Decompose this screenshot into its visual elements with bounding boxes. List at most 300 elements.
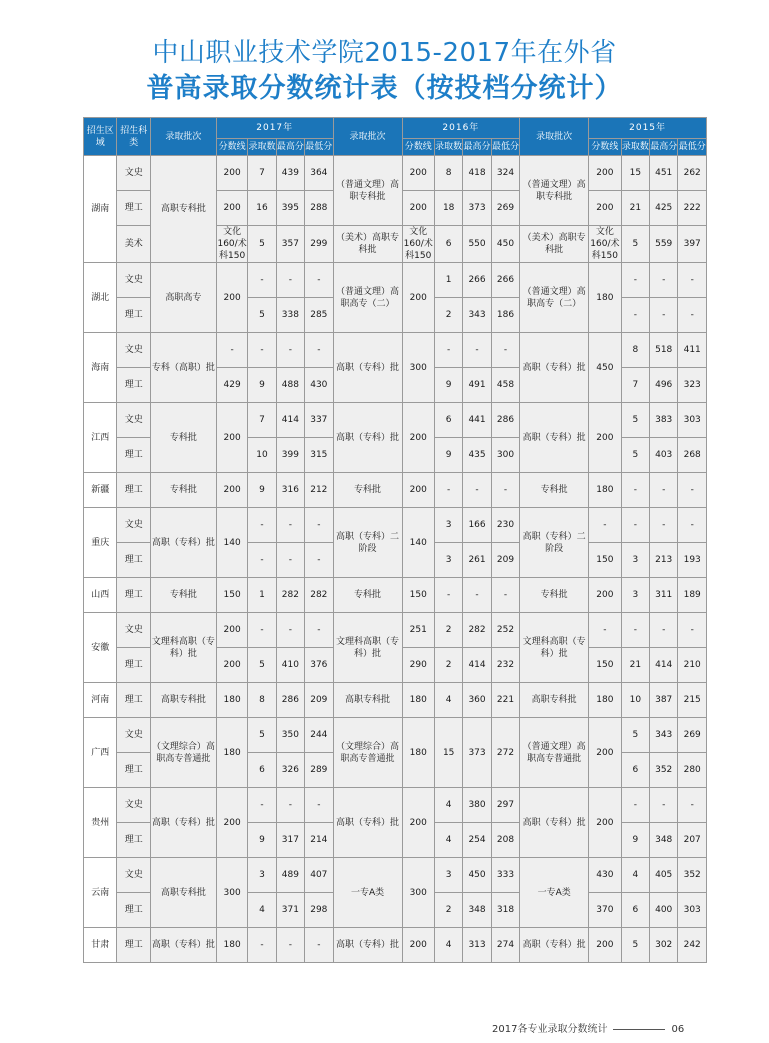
lowest-cell: 303 [678, 893, 707, 928]
admitted-cell: 8 [434, 156, 462, 191]
highest-cell: 380 [463, 788, 491, 823]
admitted-cell: - [621, 613, 649, 648]
highest-cell: 441 [463, 403, 491, 438]
batch-cell: （普通文理）高职专科批 [520, 156, 589, 226]
admitted-cell: - [248, 543, 276, 578]
admitted-cell: 3 [434, 543, 462, 578]
batch-cell: （普通文理）高职专科批 [333, 156, 402, 226]
admitted-cell: - [248, 613, 276, 648]
lowest-cell: - [305, 333, 333, 368]
highest-cell: 395 [276, 191, 304, 226]
header-lowest: 最低分 [491, 139, 519, 156]
batch-cell: 高职（专科）批 [333, 333, 402, 403]
highest-cell: 343 [463, 298, 491, 333]
cutoff-cell: 140 [216, 508, 247, 578]
cutoff-cell: 200 [216, 191, 247, 226]
highest-cell: 373 [463, 718, 491, 788]
lowest-cell: 282 [305, 578, 333, 613]
highest-cell: - [650, 298, 678, 333]
highest-cell: 559 [650, 226, 678, 263]
batch-cell: 高职专科批 [150, 683, 216, 718]
subject-cell: 文史 [117, 156, 150, 191]
admitted-cell: 9 [434, 438, 462, 473]
subject-cell: 理工 [117, 191, 150, 226]
lowest-cell: 298 [305, 893, 333, 928]
header-highest: 最高分 [276, 139, 304, 156]
page-footer [492, 1020, 712, 1035]
highest-cell: 317 [276, 823, 304, 858]
admitted-cell: - [434, 473, 462, 508]
cutoff-cell: 150 [216, 578, 247, 613]
admitted-cell: 15 [434, 718, 462, 788]
admitted-cell: 5 [248, 298, 276, 333]
admitted-cell: 2 [434, 893, 462, 928]
header-region: 招生区域 [84, 118, 117, 156]
admitted-cell: - [248, 788, 276, 823]
batch-cell: （普通文理）高职高专普通批 [520, 718, 589, 788]
table-row [84, 508, 707, 543]
batch-cell: 高职（专科）批 [150, 928, 216, 963]
highest-cell: 313 [463, 928, 491, 963]
subject-cell: 理工 [117, 683, 150, 718]
cutoff-cell: 200 [216, 403, 247, 473]
lowest-cell: - [678, 508, 707, 543]
admitted-cell: 5 [621, 226, 649, 263]
admitted-cell: 15 [621, 156, 649, 191]
admitted-cell: - [434, 578, 462, 613]
admitted-cell: 5 [621, 928, 649, 963]
cutoff-cell: 200 [589, 191, 621, 226]
cutoff-cell: 200 [216, 648, 247, 683]
lowest-cell: 430 [305, 368, 333, 403]
admitted-cell: 5 [621, 438, 649, 473]
footer-divider [613, 1029, 665, 1030]
admitted-cell: 3 [621, 543, 649, 578]
cutoff-cell: 300 [402, 333, 434, 403]
lowest-cell: 299 [305, 226, 333, 263]
highest-cell: 266 [463, 263, 491, 298]
lowest-cell: 280 [678, 753, 707, 788]
lowest-cell: 230 [491, 508, 519, 543]
batch-cell: 专科批 [520, 578, 589, 613]
lowest-cell: - [678, 788, 707, 823]
lowest-cell: 193 [678, 543, 707, 578]
highest-cell: - [463, 578, 491, 613]
cutoff-cell: 251 [402, 613, 434, 648]
lowest-cell: - [305, 508, 333, 543]
admitted-cell: - [434, 333, 462, 368]
batch-cell: 专科（高职）批 [150, 333, 216, 403]
admitted-cell: 4 [434, 823, 462, 858]
subject-cell: 理工 [117, 473, 150, 508]
subject-cell: 理工 [117, 648, 150, 683]
lowest-cell: 364 [305, 156, 333, 191]
province-cell: 新疆 [84, 473, 117, 508]
batch-cell: 高职（专科）批 [520, 928, 589, 963]
province-cell: 广西 [84, 718, 117, 788]
lowest-cell: - [678, 473, 707, 508]
lowest-cell: 407 [305, 858, 333, 893]
lowest-cell: - [305, 788, 333, 823]
admitted-cell: 9 [621, 823, 649, 858]
lowest-cell: 209 [305, 683, 333, 718]
lowest-cell: - [305, 613, 333, 648]
lowest-cell: 212 [305, 473, 333, 508]
province-cell: 河南 [84, 683, 117, 718]
page-subtitle: 普高录取分数统计表（按投档分统计） [146, 73, 623, 104]
cutoff-cell: 200 [589, 928, 621, 963]
lowest-cell: 269 [678, 718, 707, 753]
highest-cell: 383 [650, 403, 678, 438]
highest-cell: - [276, 263, 304, 298]
highest-cell: 348 [463, 893, 491, 928]
table-row [84, 156, 707, 191]
lowest-cell: - [678, 263, 707, 298]
province-cell: 湖北 [84, 263, 117, 333]
lowest-cell: 274 [491, 928, 519, 963]
subject-cell: 理工 [117, 438, 150, 473]
cutoff-cell: - [589, 613, 621, 648]
batch-cell: 高职专科批 [150, 858, 216, 928]
cutoff-cell: 430 [589, 858, 621, 893]
lowest-cell: 397 [678, 226, 707, 263]
highest-cell: 414 [276, 403, 304, 438]
cutoff-cell: 180 [216, 718, 247, 788]
lowest-cell: 272 [491, 718, 519, 788]
header-year-2016: 2016年 [402, 118, 520, 139]
cutoff-cell: 290 [402, 648, 434, 683]
cutoff-cell: 150 [589, 543, 621, 578]
cutoff-cell: - [216, 333, 247, 368]
admitted-cell: 7 [248, 403, 276, 438]
highest-cell: 418 [463, 156, 491, 191]
batch-cell: 高职专科批 [333, 683, 402, 718]
lowest-cell: 266 [491, 263, 519, 298]
highest-cell: 338 [276, 298, 304, 333]
highest-cell: 405 [650, 858, 678, 893]
batch-cell: （美术）高职专科批 [333, 226, 402, 263]
lowest-cell: 208 [491, 823, 519, 858]
cutoff-cell: 140 [402, 508, 434, 578]
lowest-cell: 262 [678, 156, 707, 191]
lowest-cell: 210 [678, 648, 707, 683]
highest-cell: 261 [463, 543, 491, 578]
lowest-cell: 252 [491, 613, 519, 648]
subject-cell: 理工 [117, 823, 150, 858]
subject-cell: 美术 [117, 226, 150, 263]
header-lowest: 最低分 [305, 139, 333, 156]
highest-cell: 439 [276, 156, 304, 191]
lowest-cell: 214 [305, 823, 333, 858]
footer-text: 2017各专业录取分数统计 [492, 1024, 608, 1035]
admitted-cell: 4 [434, 788, 462, 823]
cutoff-cell: 450 [589, 333, 621, 403]
lowest-cell: 318 [491, 893, 519, 928]
batch-cell: 文理科高职（专科）批 [333, 613, 402, 683]
cutoff-cell: 180 [589, 263, 621, 333]
header-cutoff: 分数线 [402, 139, 434, 156]
batch-cell: 高职（专科）批 [333, 403, 402, 473]
subject-cell: 理工 [117, 298, 150, 333]
lowest-cell: 288 [305, 191, 333, 226]
province-cell: 重庆 [84, 508, 117, 578]
table-row [84, 788, 707, 823]
highest-cell: 282 [276, 578, 304, 613]
lowest-cell: - [305, 928, 333, 963]
admitted-cell: - [621, 473, 649, 508]
page-title: 中山职业技术学院2015-2017年在外省 [152, 38, 617, 68]
lowest-cell: 209 [491, 543, 519, 578]
admitted-cell: - [248, 263, 276, 298]
cutoff-cell: 200 [402, 403, 434, 473]
admitted-cell: 4 [434, 683, 462, 718]
header-admitted: 录取数 [248, 139, 276, 156]
subject-cell: 理工 [117, 578, 150, 613]
province-cell: 云南 [84, 858, 117, 928]
lowest-cell: - [678, 298, 707, 333]
lowest-cell: 268 [678, 438, 707, 473]
admitted-cell: 6 [621, 753, 649, 788]
lowest-cell: 376 [305, 648, 333, 683]
batch-cell: （普通文理）高职高专（二） [520, 263, 589, 333]
admitted-cell: 4 [621, 858, 649, 893]
subject-cell: 理工 [117, 368, 150, 403]
batch-cell: 高职（专科）批 [333, 788, 402, 858]
admitted-cell: 8 [621, 333, 649, 368]
highest-cell: 360 [463, 683, 491, 718]
cutoff-cell: 200 [216, 613, 247, 648]
lowest-cell: 207 [678, 823, 707, 858]
cutoff-cell: 200 [402, 928, 434, 963]
batch-cell: 高职（专科）批 [520, 788, 589, 858]
lowest-cell: 323 [678, 368, 707, 403]
highest-cell: 550 [463, 226, 491, 263]
cutoff-cell: 文化160/术科150 [403, 227, 433, 261]
header-cutoff: 分数线 [589, 139, 621, 156]
province-cell: 山西 [84, 578, 117, 613]
cutoff-cell: 180 [402, 683, 434, 718]
cutoff-cell: 300 [216, 858, 247, 928]
admitted-cell: - [621, 298, 649, 333]
lowest-cell: 269 [491, 191, 519, 226]
province-cell: 湖南 [84, 156, 117, 263]
highest-cell: 399 [276, 438, 304, 473]
highest-cell: 414 [463, 648, 491, 683]
cutoff-cell: 429 [216, 368, 247, 403]
subject-cell: 文史 [117, 263, 150, 298]
cutoff-cell: 300 [402, 858, 434, 928]
highest-cell: 350 [276, 718, 304, 753]
cutoff-cell: 200 [402, 156, 434, 191]
table-row [84, 613, 707, 648]
lowest-cell: 352 [678, 858, 707, 893]
lowest-cell: 458 [491, 368, 519, 403]
highest-cell: - [650, 613, 678, 648]
table-row [84, 683, 707, 718]
lowest-cell: 242 [678, 928, 707, 963]
admitted-cell: 10 [621, 683, 649, 718]
header-subject: 招生科类 [117, 118, 150, 156]
admitted-cell: 9 [248, 473, 276, 508]
cutoff-cell: 200 [589, 578, 621, 613]
province-cell: 海南 [84, 333, 117, 403]
admitted-cell: 6 [434, 226, 462, 263]
cutoff-cell: 文化160/术科150 [217, 227, 247, 261]
cutoff-cell: 150 [589, 648, 621, 683]
lowest-cell: 189 [678, 578, 707, 613]
cutoff-cell: 200 [589, 788, 621, 858]
highest-cell: - [276, 508, 304, 543]
highest-cell: 254 [463, 823, 491, 858]
admitted-cell: 1 [434, 263, 462, 298]
admitted-cell: 5 [248, 718, 276, 753]
admitted-cell: 9 [248, 368, 276, 403]
cutoff-cell: 180 [589, 683, 621, 718]
cutoff-cell: 200 [402, 788, 434, 858]
cutoff-cell: 200 [216, 788, 247, 858]
cutoff-cell: 200 [402, 473, 434, 508]
batch-cell: 高职专科批 [520, 683, 589, 718]
cutoff-cell: 180 [402, 718, 434, 788]
batch-cell: 高职（专科）批 [150, 508, 216, 578]
admitted-cell: 2 [434, 648, 462, 683]
admitted-cell: 3 [434, 508, 462, 543]
lowest-cell: 337 [305, 403, 333, 438]
highest-cell: - [650, 508, 678, 543]
highest-cell: - [276, 613, 304, 648]
cutoff-cell: 180 [216, 683, 247, 718]
table-row [84, 578, 707, 613]
table-row [84, 858, 707, 893]
lowest-cell: 221 [491, 683, 519, 718]
highest-cell: 400 [650, 893, 678, 928]
table-row [84, 718, 707, 753]
header-batch-2015: 录取批次 [520, 118, 589, 156]
header-highest: 最高分 [650, 139, 678, 156]
highest-cell: 496 [650, 368, 678, 403]
lowest-cell: 222 [678, 191, 707, 226]
lowest-cell: - [491, 473, 519, 508]
highest-cell: - [463, 333, 491, 368]
header-highest: 最高分 [463, 139, 491, 156]
admitted-cell: 5 [248, 648, 276, 683]
lowest-cell: 333 [491, 858, 519, 893]
lowest-cell: 289 [305, 753, 333, 788]
header-cutoff: 分数线 [216, 139, 247, 156]
lowest-cell: 215 [678, 683, 707, 718]
highest-cell: - [276, 333, 304, 368]
admitted-cell: 21 [621, 191, 649, 226]
admitted-cell: - [621, 508, 649, 543]
admitted-cell: 10 [248, 438, 276, 473]
cutoff-cell: 370 [589, 893, 621, 928]
admitted-cell: 21 [621, 648, 649, 683]
province-cell: 安徽 [84, 613, 117, 683]
highest-cell: 491 [463, 368, 491, 403]
admitted-cell: 2 [434, 298, 462, 333]
highest-cell: 282 [463, 613, 491, 648]
lowest-cell: 411 [678, 333, 707, 368]
highest-cell: 425 [650, 191, 678, 226]
highest-cell: 450 [463, 858, 491, 893]
cutoff-cell: 200 [216, 263, 247, 333]
highest-cell: 414 [650, 648, 678, 683]
admitted-cell: 5 [621, 718, 649, 753]
lowest-cell: 285 [305, 298, 333, 333]
lowest-cell: - [678, 613, 707, 648]
lowest-cell: 232 [491, 648, 519, 683]
admitted-cell: 7 [248, 156, 276, 191]
batch-cell: （文理综合）高职高专普通批 [333, 718, 402, 788]
lowest-cell: - [305, 263, 333, 298]
admitted-cell: 3 [248, 858, 276, 893]
header-lowest: 最低分 [678, 139, 707, 156]
admitted-cell: - [248, 928, 276, 963]
admitted-cell: 6 [434, 403, 462, 438]
batch-cell: 文理科高职（专科）批 [520, 613, 589, 683]
subject-cell: 理工 [117, 928, 150, 963]
lowest-cell: - [491, 333, 519, 368]
batch-cell: 专科批 [333, 473, 402, 508]
highest-cell: 343 [650, 718, 678, 753]
subject-cell: 文史 [117, 333, 150, 368]
batch-cell: 高职（专科）二阶段 [520, 508, 589, 578]
cutoff-cell: 200 [216, 156, 247, 191]
subject-cell: 文史 [117, 403, 150, 438]
subject-cell: 理工 [117, 753, 150, 788]
highest-cell: - [650, 473, 678, 508]
highest-cell: 326 [276, 753, 304, 788]
highest-cell: 373 [463, 191, 491, 226]
batch-cell: 专科批 [150, 403, 216, 473]
header-admitted: 录取数 [621, 139, 649, 156]
admitted-cell: - [248, 333, 276, 368]
batch-cell: 高职（专科）批 [150, 788, 216, 858]
subject-cell: 文史 [117, 508, 150, 543]
subject-cell: 理工 [117, 893, 150, 928]
batch-cell: 专科批 [520, 473, 589, 508]
cutoff-cell: 180 [589, 473, 621, 508]
highest-cell: 311 [650, 578, 678, 613]
admitted-cell: 7 [621, 368, 649, 403]
highest-cell: 302 [650, 928, 678, 963]
header-batch-2016: 录取批次 [333, 118, 402, 156]
cutoff-cell: 文化160/术科150 [590, 227, 620, 261]
highest-cell: - [463, 473, 491, 508]
lowest-cell: 315 [305, 438, 333, 473]
admitted-cell: 18 [434, 191, 462, 226]
batch-cell: （文理综合）高职高专普通批 [150, 718, 216, 788]
batch-cell: 高职（专科）二阶段 [333, 508, 402, 578]
batch-cell: 文理科高职（专科）批 [150, 613, 216, 683]
batch-cell: 高职（专科）批 [520, 333, 589, 403]
batch-cell: （美术）高职专科批 [520, 226, 589, 263]
cutoff-cell: 180 [216, 928, 247, 963]
highest-cell: - [276, 543, 304, 578]
province-cell: 甘肃 [84, 928, 117, 963]
province-cell: 江西 [84, 403, 117, 473]
highest-cell: 286 [276, 683, 304, 718]
admitted-cell: 3 [434, 858, 462, 893]
highest-cell: 166 [463, 508, 491, 543]
admitted-cell: 1 [248, 578, 276, 613]
batch-cell: （普通文理）高职高专（二） [333, 263, 402, 333]
highest-cell: 316 [276, 473, 304, 508]
admitted-cell: 5 [621, 403, 649, 438]
highest-cell: 371 [276, 893, 304, 928]
admitted-cell: 9 [248, 823, 276, 858]
highest-cell: 518 [650, 333, 678, 368]
